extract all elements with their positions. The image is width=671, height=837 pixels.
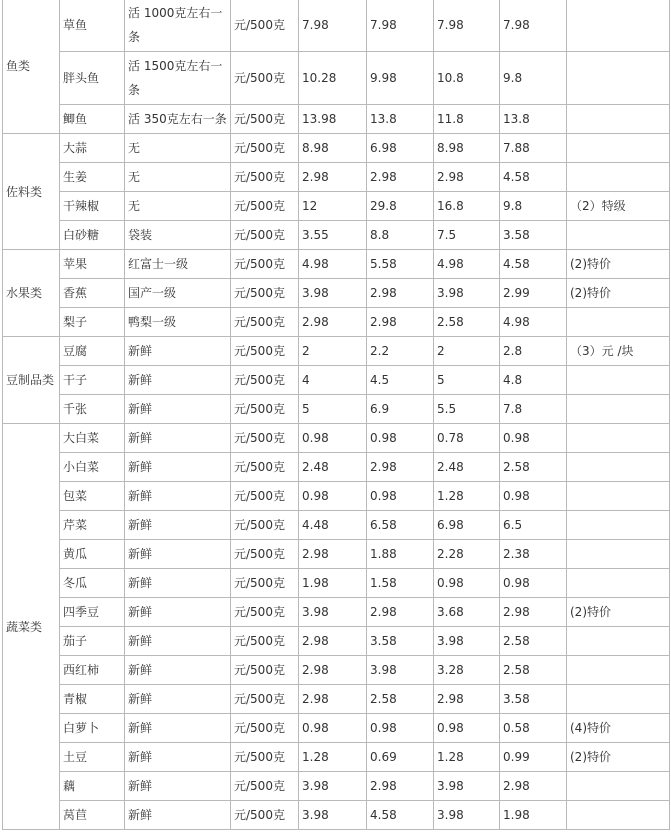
item-note: （2）特级 bbox=[567, 192, 670, 221]
item-unit: 元/500克 bbox=[231, 250, 299, 279]
price-4: 9.8 bbox=[500, 52, 567, 105]
price-4: 2.99 bbox=[500, 279, 567, 308]
item-spec: 新鲜 bbox=[125, 801, 231, 830]
item-spec: 新鲜 bbox=[125, 772, 231, 801]
item-note: （3）元 /块 bbox=[567, 337, 670, 366]
item-note bbox=[567, 511, 670, 540]
price-3: 8.98 bbox=[434, 134, 500, 163]
item-unit: 元/500克 bbox=[231, 221, 299, 250]
table-row bbox=[3, 221, 670, 250]
price-2: 4.5 bbox=[367, 366, 434, 395]
price-1: 10.28 bbox=[299, 52, 367, 105]
item-name: 土豆 bbox=[60, 743, 125, 772]
price-2: 9.98 bbox=[367, 52, 434, 105]
price-2: 6.58 bbox=[367, 511, 434, 540]
price-2: 6.9 bbox=[367, 395, 434, 424]
price-3: 2 bbox=[434, 337, 500, 366]
table-row bbox=[3, 569, 670, 598]
item-spec: 活 1000克左右一条 bbox=[125, 0, 231, 52]
item-unit: 元/500克 bbox=[231, 279, 299, 308]
item-unit: 元/500克 bbox=[231, 52, 299, 105]
item-spec: 无 bbox=[125, 163, 231, 192]
price-1: 5 bbox=[299, 395, 367, 424]
item-name: 草鱼 bbox=[60, 0, 125, 52]
item-name: 千张 bbox=[60, 395, 125, 424]
table-row bbox=[3, 308, 670, 337]
item-spec: 新鲜 bbox=[125, 540, 231, 569]
item-unit: 元/500克 bbox=[231, 540, 299, 569]
item-note bbox=[567, 772, 670, 801]
price-3: 16.8 bbox=[434, 192, 500, 221]
price-3: 11.8 bbox=[434, 105, 500, 134]
price-4: 2.58 bbox=[500, 627, 567, 656]
price-1: 0.98 bbox=[299, 424, 367, 453]
item-spec: 新鲜 bbox=[125, 424, 231, 453]
item-name: 胖头鱼 bbox=[60, 52, 125, 105]
table-row bbox=[3, 714, 670, 743]
item-name: 冬瓜 bbox=[60, 569, 125, 598]
price-3: 3.98 bbox=[434, 627, 500, 656]
item-unit: 元/500克 bbox=[231, 395, 299, 424]
price-1: 2.98 bbox=[299, 627, 367, 656]
item-note bbox=[567, 453, 670, 482]
price-4: 1.98 bbox=[500, 801, 567, 830]
price-2: 13.8 bbox=[367, 105, 434, 134]
table-row bbox=[3, 743, 670, 772]
price-2: 5.58 bbox=[367, 250, 434, 279]
table-row bbox=[3, 453, 670, 482]
item-spec: 新鲜 bbox=[125, 569, 231, 598]
price-3: 3.98 bbox=[434, 279, 500, 308]
price-3: 5.5 bbox=[434, 395, 500, 424]
item-unit: 元/500克 bbox=[231, 743, 299, 772]
price-1: 2.98 bbox=[299, 685, 367, 714]
item-note: (4)特价 bbox=[567, 714, 670, 743]
price-2: 8.8 bbox=[367, 221, 434, 250]
price-1: 4 bbox=[299, 366, 367, 395]
price-2: 1.58 bbox=[367, 569, 434, 598]
price-3: 0.78 bbox=[434, 424, 500, 453]
price-3: 2.98 bbox=[434, 163, 500, 192]
table-row bbox=[3, 366, 670, 395]
item-unit: 元/500克 bbox=[231, 569, 299, 598]
table-row bbox=[3, 482, 670, 511]
item-spec: 活 1500克左右一条 bbox=[125, 52, 231, 105]
item-name: 苹果 bbox=[60, 250, 125, 279]
item-name: 豆腐 bbox=[60, 337, 125, 366]
price-1: 2.98 bbox=[299, 163, 367, 192]
item-unit: 元/500克 bbox=[231, 801, 299, 830]
table-row bbox=[3, 337, 670, 366]
price-4: 2.8 bbox=[500, 337, 567, 366]
table-row bbox=[3, 105, 670, 134]
table-row bbox=[3, 279, 670, 308]
item-note bbox=[567, 540, 670, 569]
price-4: 3.58 bbox=[500, 221, 567, 250]
item-unit: 元/500克 bbox=[231, 598, 299, 627]
price-1: 3.55 bbox=[299, 221, 367, 250]
price-1: 3.98 bbox=[299, 279, 367, 308]
price-3: 1.28 bbox=[434, 482, 500, 511]
item-unit: 元/500克 bbox=[231, 627, 299, 656]
price-2: 29.8 bbox=[367, 192, 434, 221]
price-3: 7.98 bbox=[434, 0, 500, 52]
item-note: (2)特价 bbox=[567, 250, 670, 279]
price-1: 2.48 bbox=[299, 453, 367, 482]
table-row bbox=[3, 52, 670, 105]
item-note: (2)特价 bbox=[567, 743, 670, 772]
price-3: 3.98 bbox=[434, 772, 500, 801]
item-unit: 元/500克 bbox=[231, 424, 299, 453]
item-spec: 新鲜 bbox=[125, 337, 231, 366]
price-3: 6.98 bbox=[434, 511, 500, 540]
price-2: 1.88 bbox=[367, 540, 434, 569]
item-note bbox=[567, 395, 670, 424]
item-name: 黄瓜 bbox=[60, 540, 125, 569]
price-2: 2.98 bbox=[367, 308, 434, 337]
price-2: 2.2 bbox=[367, 337, 434, 366]
item-name: 茄子 bbox=[60, 627, 125, 656]
price-2: 2.98 bbox=[367, 598, 434, 627]
item-unit: 元/500克 bbox=[231, 511, 299, 540]
item-note: (2)特价 bbox=[567, 279, 670, 308]
item-spec: 新鲜 bbox=[125, 743, 231, 772]
item-unit: 元/500克 bbox=[231, 656, 299, 685]
table-row bbox=[3, 540, 670, 569]
item-note bbox=[567, 221, 670, 250]
item-name: 芹菜 bbox=[60, 511, 125, 540]
item-name: 白砂糖 bbox=[60, 221, 125, 250]
item-name: 西红柿 bbox=[60, 656, 125, 685]
price-1: 4.98 bbox=[299, 250, 367, 279]
price-2: 2.58 bbox=[367, 685, 434, 714]
table-row bbox=[3, 598, 670, 627]
price-1: 2.98 bbox=[299, 308, 367, 337]
price-4: 3.58 bbox=[500, 685, 567, 714]
table-row bbox=[3, 685, 670, 714]
table-row bbox=[3, 163, 670, 192]
price-2: 0.98 bbox=[367, 424, 434, 453]
item-note bbox=[567, 134, 670, 163]
item-note bbox=[567, 52, 670, 105]
price-3: 3.98 bbox=[434, 801, 500, 830]
item-spec: 鸭梨一级 bbox=[125, 308, 231, 337]
item-spec: 新鲜 bbox=[125, 366, 231, 395]
item-note: (2)特价 bbox=[567, 598, 670, 627]
price-1: 13.98 bbox=[299, 105, 367, 134]
price-2: 2.98 bbox=[367, 772, 434, 801]
item-spec: 袋装 bbox=[125, 221, 231, 250]
table-row bbox=[3, 656, 670, 685]
price-4: 2.58 bbox=[500, 656, 567, 685]
price-4: 4.58 bbox=[500, 250, 567, 279]
price-1: 0.98 bbox=[299, 482, 367, 511]
price-2: 0.98 bbox=[367, 714, 434, 743]
price-3: 0.98 bbox=[434, 714, 500, 743]
item-spec: 新鲜 bbox=[125, 453, 231, 482]
item-unit: 元/500克 bbox=[231, 685, 299, 714]
item-spec: 国产一级 bbox=[125, 279, 231, 308]
item-spec: 新鲜 bbox=[125, 511, 231, 540]
item-name: 大白菜 bbox=[60, 424, 125, 453]
table-row bbox=[3, 395, 670, 424]
table-row bbox=[3, 772, 670, 801]
item-spec: 新鲜 bbox=[125, 482, 231, 511]
table-row bbox=[3, 511, 670, 540]
item-spec: 无 bbox=[125, 134, 231, 163]
price-3: 2.28 bbox=[434, 540, 500, 569]
item-unit: 元/500克 bbox=[231, 105, 299, 134]
item-note bbox=[567, 569, 670, 598]
price-1: 12 bbox=[299, 192, 367, 221]
item-unit: 元/500克 bbox=[231, 0, 299, 52]
item-unit: 元/500克 bbox=[231, 337, 299, 366]
item-note bbox=[567, 627, 670, 656]
price-4: 7.98 bbox=[500, 0, 567, 52]
item-unit: 元/500克 bbox=[231, 772, 299, 801]
item-unit: 元/500克 bbox=[231, 163, 299, 192]
table-row bbox=[3, 134, 670, 163]
item-name: 藕 bbox=[60, 772, 125, 801]
price-4: 0.58 bbox=[500, 714, 567, 743]
price-1: 2.98 bbox=[299, 656, 367, 685]
price-3: 7.5 bbox=[434, 221, 500, 250]
item-name: 干辣椒 bbox=[60, 192, 125, 221]
item-name: 香蕉 bbox=[60, 279, 125, 308]
item-name: 白萝卜 bbox=[60, 714, 125, 743]
price-2: 3.58 bbox=[367, 627, 434, 656]
price-3: 2.98 bbox=[434, 685, 500, 714]
price-4: 2.98 bbox=[500, 598, 567, 627]
price-2: 7.98 bbox=[367, 0, 434, 52]
item-note bbox=[567, 482, 670, 511]
price-4: 0.99 bbox=[500, 743, 567, 772]
item-unit: 元/500克 bbox=[231, 366, 299, 395]
price-4: 0.98 bbox=[500, 569, 567, 598]
item-name: 小白菜 bbox=[60, 453, 125, 482]
item-note bbox=[567, 366, 670, 395]
price-2: 4.58 bbox=[367, 801, 434, 830]
item-spec: 新鲜 bbox=[125, 627, 231, 656]
category-label: 鱼类 bbox=[3, 0, 60, 134]
price-4: 2.38 bbox=[500, 540, 567, 569]
table-row bbox=[3, 424, 670, 453]
price-4: 9.8 bbox=[500, 192, 567, 221]
price-1: 0.98 bbox=[299, 714, 367, 743]
item-name: 莴苣 bbox=[60, 801, 125, 830]
item-unit: 元/500克 bbox=[231, 308, 299, 337]
price-4: 0.98 bbox=[500, 482, 567, 511]
category-label: 蔬菜类 bbox=[3, 424, 60, 830]
item-name: 包菜 bbox=[60, 482, 125, 511]
price-1: 8.98 bbox=[299, 134, 367, 163]
item-note bbox=[567, 163, 670, 192]
price-4: 2.58 bbox=[500, 453, 567, 482]
table-row bbox=[3, 192, 670, 221]
price-1: 3.98 bbox=[299, 598, 367, 627]
item-name: 四季豆 bbox=[60, 598, 125, 627]
item-unit: 元/500克 bbox=[231, 714, 299, 743]
price-4: 4.98 bbox=[500, 308, 567, 337]
price-3: 3.68 bbox=[434, 598, 500, 627]
item-spec: 无 bbox=[125, 192, 231, 221]
price-2: 2.98 bbox=[367, 279, 434, 308]
item-spec: 新鲜 bbox=[125, 395, 231, 424]
item-note bbox=[567, 105, 670, 134]
item-note bbox=[567, 656, 670, 685]
item-unit: 元/500克 bbox=[231, 134, 299, 163]
price-4: 13.8 bbox=[500, 105, 567, 134]
price-3: 2.58 bbox=[434, 308, 500, 337]
price-1: 1.98 bbox=[299, 569, 367, 598]
item-spec: 新鲜 bbox=[125, 714, 231, 743]
price-4: 4.8 bbox=[500, 366, 567, 395]
price-3: 5 bbox=[434, 366, 500, 395]
price-4: 4.58 bbox=[500, 163, 567, 192]
price-4: 7.88 bbox=[500, 134, 567, 163]
item-spec: 新鲜 bbox=[125, 685, 231, 714]
item-unit: 元/500克 bbox=[231, 453, 299, 482]
price-table-body bbox=[3, 0, 670, 830]
item-name: 鲫鱼 bbox=[60, 105, 125, 134]
table-row bbox=[3, 801, 670, 830]
price-3: 3.28 bbox=[434, 656, 500, 685]
price-2: 0.98 bbox=[367, 482, 434, 511]
item-spec: 活 350克左右一条 bbox=[125, 105, 231, 134]
item-spec: 红富士一级 bbox=[125, 250, 231, 279]
price-2: 2.98 bbox=[367, 453, 434, 482]
price-4: 7.8 bbox=[500, 395, 567, 424]
price-4: 6.5 bbox=[500, 511, 567, 540]
price-table bbox=[2, 0, 670, 830]
table-row bbox=[3, 250, 670, 279]
item-note bbox=[567, 308, 670, 337]
item-name: 大蒜 bbox=[60, 134, 125, 163]
item-note bbox=[567, 685, 670, 714]
category-label: 佐料类 bbox=[3, 134, 60, 250]
price-2: 6.98 bbox=[367, 134, 434, 163]
item-note bbox=[567, 424, 670, 453]
price-2: 2.98 bbox=[367, 163, 434, 192]
price-1: 2.98 bbox=[299, 540, 367, 569]
price-3: 2.48 bbox=[434, 453, 500, 482]
item-spec: 新鲜 bbox=[125, 598, 231, 627]
item-unit: 元/500克 bbox=[231, 192, 299, 221]
item-spec: 新鲜 bbox=[125, 656, 231, 685]
price-4: 2.98 bbox=[500, 772, 567, 801]
price-2: 3.98 bbox=[367, 656, 434, 685]
price-3: 4.98 bbox=[434, 250, 500, 279]
price-2: 0.69 bbox=[367, 743, 434, 772]
table-row bbox=[3, 627, 670, 656]
item-name: 干子 bbox=[60, 366, 125, 395]
item-name: 生姜 bbox=[60, 163, 125, 192]
price-1: 4.48 bbox=[299, 511, 367, 540]
price-1: 3.98 bbox=[299, 772, 367, 801]
price-1: 7.98 bbox=[299, 0, 367, 52]
price-1: 2 bbox=[299, 337, 367, 366]
item-unit: 元/500克 bbox=[231, 482, 299, 511]
table-row bbox=[3, 0, 670, 52]
price-3: 0.98 bbox=[434, 569, 500, 598]
item-name: 梨子 bbox=[60, 308, 125, 337]
price-1: 1.28 bbox=[299, 743, 367, 772]
price-3: 10.8 bbox=[434, 52, 500, 105]
price-4: 0.98 bbox=[500, 424, 567, 453]
price-1: 3.98 bbox=[299, 801, 367, 830]
category-label: 水果类 bbox=[3, 250, 60, 337]
price-3: 1.28 bbox=[434, 743, 500, 772]
item-note bbox=[567, 0, 670, 52]
item-note bbox=[567, 801, 670, 830]
category-label: 豆制品类 bbox=[3, 337, 60, 424]
item-name: 青椒 bbox=[60, 685, 125, 714]
